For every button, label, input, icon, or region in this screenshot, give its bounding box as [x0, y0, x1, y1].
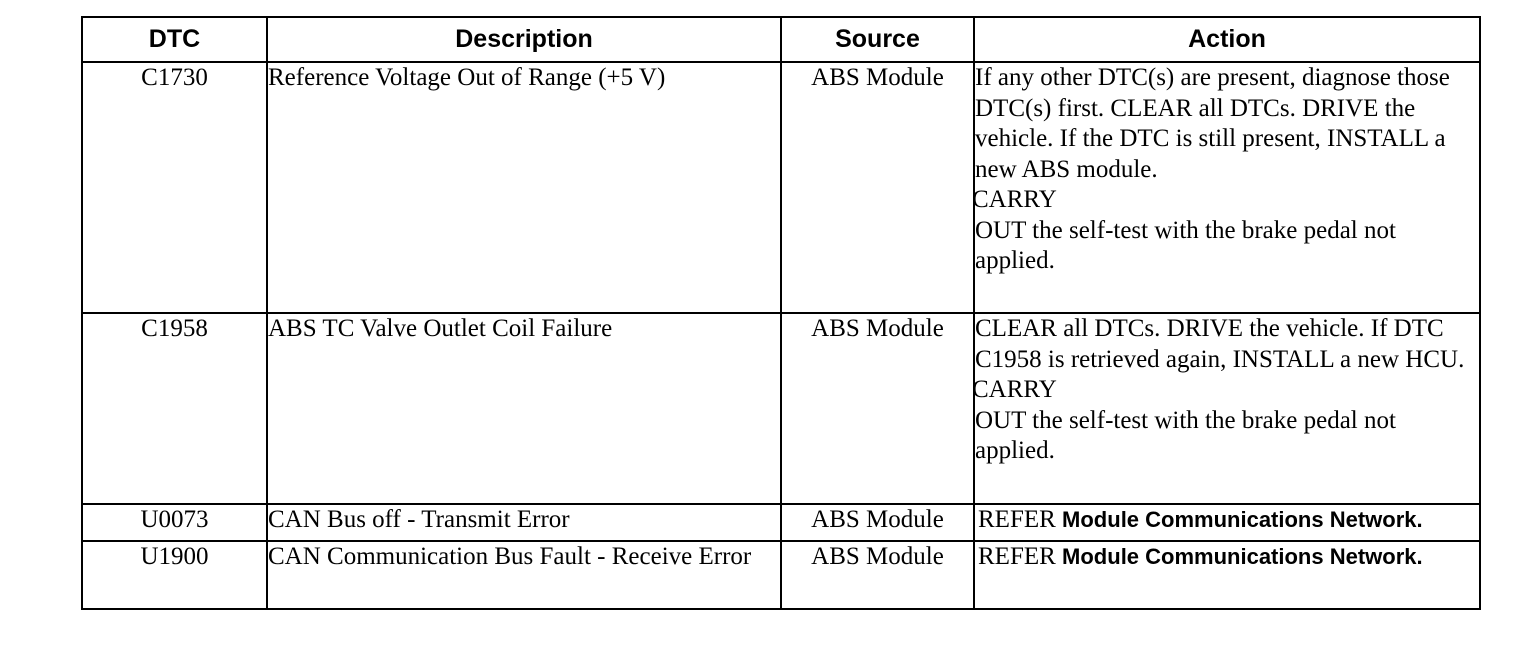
module-communications-network-link[interactable]: Module Communications Network. — [1062, 507, 1423, 532]
header-source: Source — [781, 17, 974, 62]
dtc-source: ABS Module — [781, 313, 974, 504]
action-out: OUT the self-test with the brake pedal not applied. — [975, 216, 1396, 274]
dtc-code: U1900 — [82, 541, 267, 609]
dtc-code: C1730 — [82, 62, 267, 313]
action-refer: REFER — [978, 506, 1056, 533]
dtc-source: ABS Module — [781, 541, 974, 609]
dtc-code: U0073 — [82, 504, 267, 541]
action-refer: REFER — [978, 543, 1056, 570]
dtc-description: CAN Communication Bus Fault - Receive Error — [267, 541, 781, 609]
action-text: If any other DTC(s) are present, diagnose those DTC(s) first. CLEAR all DTCs. DRIVE the vehicle. If the DTC is still present, INSTALL a new ABS module. — [975, 64, 1450, 183]
dtc-source: ABS Module — [781, 504, 974, 541]
table-row — [82, 62, 1480, 313]
module-communications-network-link[interactable]: Module Communications Network. — [1062, 544, 1423, 569]
dtc-action — [974, 504, 1480, 541]
dtc-action — [974, 313, 1480, 504]
header-action: Action — [974, 17, 1480, 62]
dtc-description: Reference Voltage Out of Range (+5 V) — [267, 62, 781, 313]
table-row — [82, 504, 1480, 541]
action-carry: CARRY — [972, 186, 1057, 213]
action-out: OUT the self-test with the brake pedal not applied. — [975, 406, 1396, 464]
dtc-description: ABS TC Valve Outlet Coil Failure — [267, 313, 781, 504]
table-row — [82, 313, 1480, 504]
dtc-source: ABS Module — [781, 62, 974, 313]
table-row — [82, 541, 1480, 609]
dtc-table — [81, 16, 1481, 610]
action-carry: CARRY — [972, 376, 1057, 403]
action-text: CLEAR all DTCs. DRIVE the vehicle. If DTC C1958 is retrieved again, INSTALL a new HCU. — [975, 315, 1465, 373]
table-header-row — [82, 17, 1480, 62]
header-dtc: DTC — [82, 17, 267, 62]
header-description: Description — [267, 17, 781, 62]
dtc-code: C1958 — [82, 313, 267, 504]
dtc-action — [974, 541, 1480, 609]
dtc-action — [974, 62, 1480, 313]
dtc-description: CAN Bus off - Transmit Error — [267, 504, 781, 541]
